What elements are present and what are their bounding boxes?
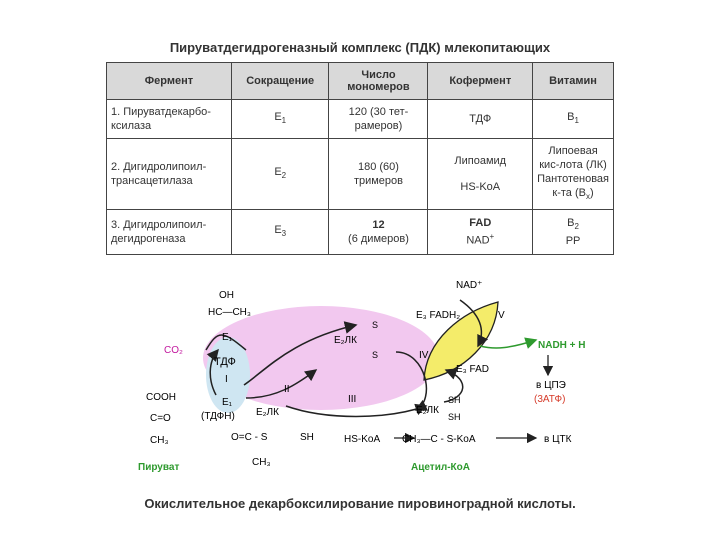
cell-monomers: 120 (30 тет-рамеров) xyxy=(329,100,428,139)
tdf-label: ТДФ xyxy=(214,356,236,368)
atp-label: (3АТФ) xyxy=(534,394,566,405)
cell-coenzyme: Липоамид HS-KoA xyxy=(428,139,533,210)
cell-abbreviation: $E_3$ xyxy=(231,210,329,255)
cell-vitamin: $B_1$ xyxy=(533,100,614,139)
ch3-pyruvate-label: CH₃ xyxy=(150,435,169,446)
figure-caption: Окислительное декарбоксилирование пировиноградной кислоты. xyxy=(144,496,576,511)
ch3-c-skoa-label: CH₃—C - S-KoA xyxy=(402,434,476,445)
e1-top-label: E₁ xyxy=(222,332,233,343)
to-tca-label: в ЦТК xyxy=(544,434,572,445)
hc-ch3-label: HC—CH₃ xyxy=(208,307,251,318)
o-c-s-label: O=C - S xyxy=(231,432,268,443)
nadh-h-label: NADH + H xyxy=(538,340,586,351)
roman-2-label: II xyxy=(284,384,290,395)
enzyme-table xyxy=(106,62,614,255)
tdfh-label: (ТДФН) xyxy=(201,411,235,422)
cell-monomers: 12 (6 димеров) xyxy=(329,210,428,255)
cell-vitamin: Липоевая кис-лота (ЛК) Пантотеновая к-та $(B_x)$ xyxy=(533,139,614,210)
oh-label: OH xyxy=(219,290,234,301)
header-monomers: Число мономеров xyxy=(329,63,428,100)
cell-enzyme: 1. Пируватдекарбо-ксилаза xyxy=(107,100,232,139)
cell-coenzyme: ТДФ xyxy=(428,100,533,139)
sh-right-top-label: SH xyxy=(448,395,461,405)
e2lk-sh-label: E₂ЛК xyxy=(416,405,439,416)
ch3-acyl-label: CH₃ xyxy=(252,457,271,468)
co-label: C=O xyxy=(150,413,171,424)
roman-5-label: V xyxy=(498,310,505,321)
roman-4-label: IV xyxy=(419,350,429,361)
acetyl-coa-label: Ацетил-КоА xyxy=(411,462,470,473)
cell-vitamin: $B_2$ PP xyxy=(533,210,614,255)
sh-left-label: SH xyxy=(300,432,314,443)
reaction-diagram-svg xyxy=(126,280,596,490)
cell-enzyme: 2. Дигидролипоил-трансацетилаза xyxy=(107,139,232,210)
e3-fad-label: E₃ FAD xyxy=(456,364,489,375)
e3-fadh2-label: E₃ FADH₂ xyxy=(416,310,461,321)
header-abbreviation: Сокращение xyxy=(231,63,329,100)
table-header-row xyxy=(107,63,614,100)
s-bottom-label: S xyxy=(372,350,379,360)
cell-monomers: 180 (60) тримеров xyxy=(329,139,428,210)
e1-bottom-label: E₁ xyxy=(222,397,233,408)
header-enzyme: Фермент xyxy=(107,63,232,100)
cooh-label: COOH xyxy=(146,392,176,403)
reaction-diagram xyxy=(126,280,596,490)
cell-coenzyme: FAD NAD+ xyxy=(428,210,533,255)
e2lk-s-label: E₂ЛК xyxy=(334,335,357,346)
roman-3-label: III xyxy=(348,394,357,405)
header-coenzyme: Кофермент xyxy=(428,63,533,100)
s-top-label: S xyxy=(372,320,379,330)
cell-abbreviation: $E_1$ xyxy=(231,100,329,139)
header-vitamin: Витамин xyxy=(533,63,614,100)
table-row xyxy=(107,210,614,255)
e2lk-label: E₂ЛК xyxy=(256,407,279,418)
hs-koa-label: HS-KoA xyxy=(344,434,381,445)
nad-plus-label: NAD⁺ xyxy=(456,280,483,291)
roman-1-label: I xyxy=(225,374,228,385)
sh-right-bottom-label: SH xyxy=(448,412,461,422)
cell-abbreviation: $E_2$ xyxy=(231,139,329,210)
co2-label: CO₂ xyxy=(164,345,183,356)
page-title: Пируватдегидрогеназный комплекс (ПДК) млекопитающих xyxy=(169,40,551,55)
to-etc-label: в ЦПЭ xyxy=(536,380,566,391)
table-row xyxy=(107,139,614,210)
table-row xyxy=(107,100,614,139)
pyruvate-label: Пируват xyxy=(138,462,180,473)
cycle-arc-9 xyxy=(480,340,536,348)
cell-enzyme: 3. Дигидролипоил-дегидрогеназа xyxy=(107,210,232,255)
